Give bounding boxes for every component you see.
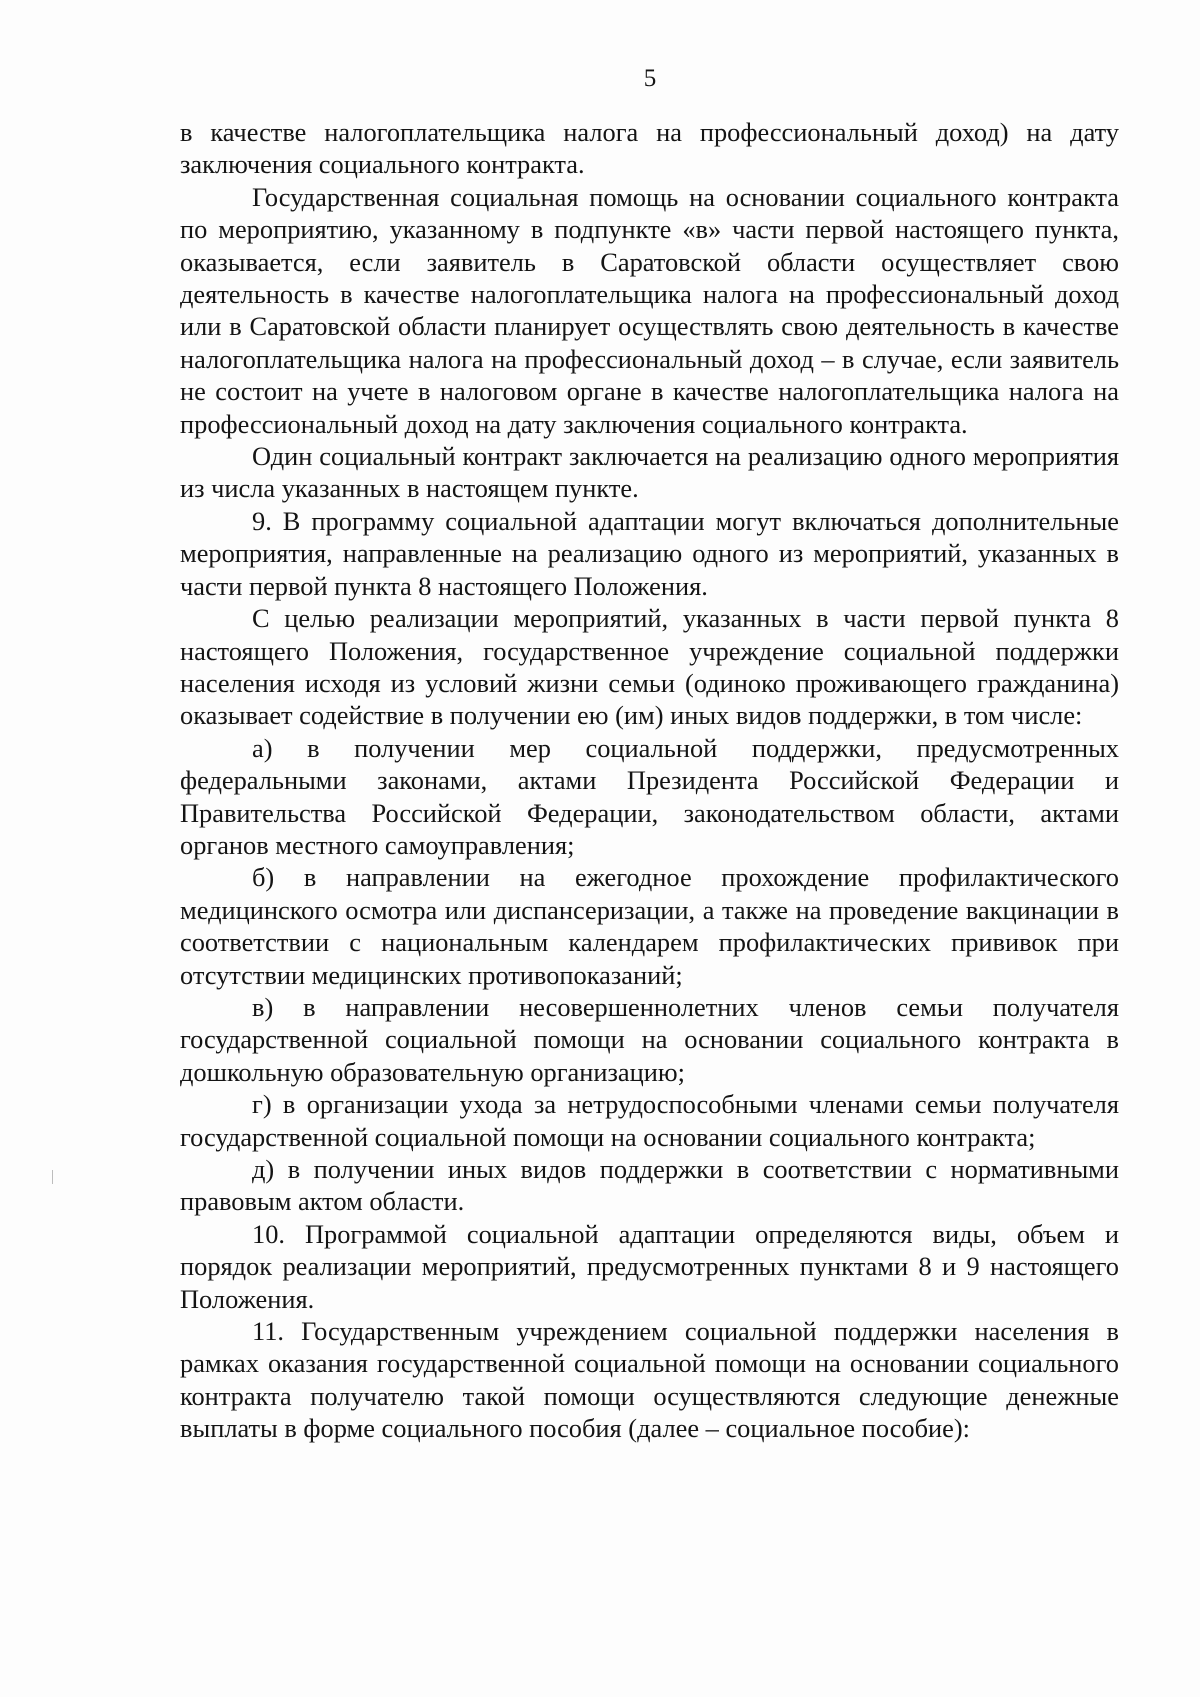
list-item-g: г) в организации ухода за нетрудоспособными членами семьи получателя государственной социальной помощи на основании социального контракта; [180,1089,1119,1152]
paragraph-item-11: 11. Государственным учреждением социальной поддержки населения в рамках оказания государственной социальной помощи на основании социального контракта получателю такой помощи осуществляются следующие денежные выплаты в форме социального пособия (далее – социальное пособие): [180,1316,1119,1444]
paragraph-assistance-conditions: Государственная социальная помощь на основании социального контракта по мероприятию, указанному в подпункте «в» части первой настоящего пункта, оказывается, если заявитель в Саратовской области осуществляет свою деятельность в качестве налогоплательщика налога на профессиональный доход или в Саратовской области планирует осуществлять свою деятельность в качестве налогоплательщика налога на профессиональный доход – в случае, если заявитель не состоит на учете в налоговом органе в качестве налогоплательщика налога на профессиональный доход на дату заключения социального контракта. [180,181,1119,439]
page-number: 5 [643,65,657,92]
paragraph-one-contract: Один социальный контракт заключается на реализацию одного мероприятия из числа указанных в настоящем пункте. [180,441,1119,504]
paragraph-item-10: 10. Программой социальной адаптации определяются виды, объем и порядок реализации мероприятий, предусмотренных пунктами 8 и 9 настоящего Положения. [180,1218,1119,1314]
scan-mark [52,1170,53,1184]
list-item-a: а) в получении мер социальной поддержки, предусмотренных федеральными законами, актами Президента Российской Федерации и Правительства Российской Федерации, законодательством области, актами органов местного самоуправления; [180,732,1119,860]
paragraph-continuation: в качестве налогоплательщика налога на профессиональный доход) на дату заключения социального контракта. [180,117,1119,180]
document-body [180,116,1119,1445]
paragraph-item-9: 9. В программу социальной адаптации могут включаться дополнительные мероприятия, направленные на реализацию одного из мероприятий, указанных в части первой пункта 8 настоящего Положения. [180,505,1119,601]
list-item-v: в) в направлении несовершеннолетних членов семьи получателя государственной социальной помощи на основании социального контракта в дошкольную образовательную организацию; [180,991,1119,1087]
list-item-d: д) в получении иных видов поддержки в соответствии с нормативными правовым актом области. [180,1154,1119,1217]
paragraph-support-intro: С целью реализации мероприятий, указанных в части первой пункта 8 настоящего Положения, государственное учреждение социальной поддержки населения исходя из условий жизни семьи (одиноко проживающего гражданина) оказывает содействие в получении ею (им) иных видов поддержки, в том числе: [180,603,1119,731]
list-item-b: б) в направлении на ежегодное прохождение профилактического медицинского осмотра или диспансеризации, а также на проведение вакцинации в соответствии с национальным календарем профилактических прививок при отсутствии медицинских противопоказаний; [180,862,1119,990]
